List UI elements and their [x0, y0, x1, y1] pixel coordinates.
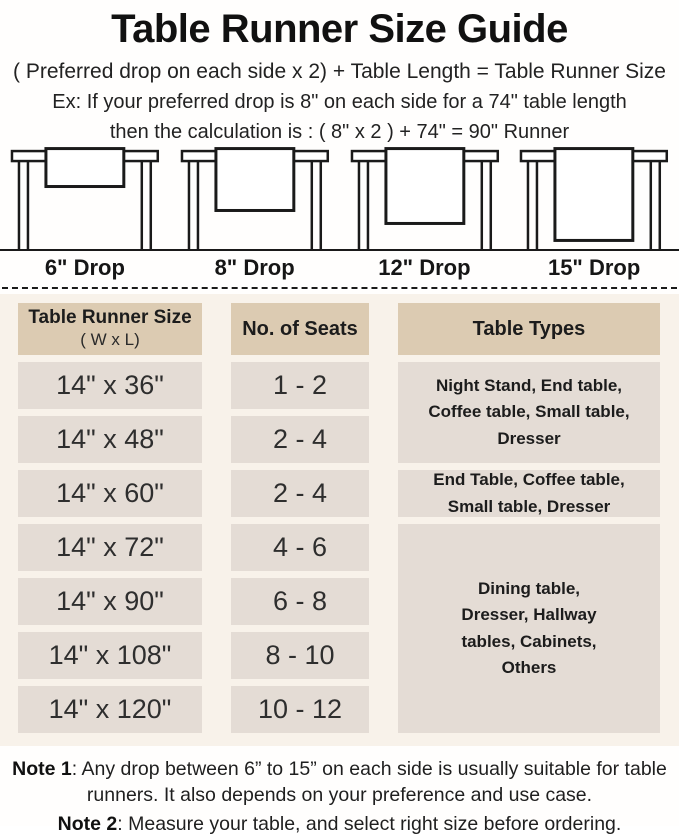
header-runner-size-title: Table Runner Size [28, 307, 192, 329]
header [0, 0, 679, 144]
note-1-text: : Any drop between 6” to 15” on each side is usually suitable for table runners. It also depends on your preference and use case. [71, 758, 667, 806]
notes-section [0, 746, 679, 838]
drop-label-6in: 6" Drop [44, 255, 125, 280]
example-line-1: Ex: If your preferred drop is 8" on each side for a 74" table length [52, 91, 627, 113]
seats-cell-row2: 2 - 4 [231, 416, 369, 463]
seats-cell-row5: 6 - 8 [231, 578, 369, 625]
size-cell-row7: 14" x 120" [18, 686, 202, 733]
table-runner-15in-drop-illustration [509, 147, 679, 251]
seats-cell-row6: 8 - 10 [231, 632, 369, 679]
header-cell-runner-size [18, 303, 202, 355]
size-cell-row4: 14" x 72" [18, 524, 202, 571]
seats-cell-row4: 4 - 6 [231, 524, 369, 571]
note-2-label: Note 2 [57, 813, 118, 836]
seats-cell-row7: 10 - 12 [231, 686, 369, 733]
table-runner-8in-drop-illustration [170, 147, 340, 251]
size-cell-row2: 14" x 48" [18, 416, 202, 463]
drop-label-15in: 15" Drop [547, 255, 641, 280]
size-cell-row6: 14" x 108" [18, 632, 202, 679]
example-line-2: then the calculation is : ( 8" x 2 ) + 74" = 90" Runner [109, 121, 570, 143]
note-2 [10, 812, 669, 838]
note-2-text: : Measure your table, and select right size before ordering. [117, 813, 622, 836]
size-cell-row5: 14" x 90" [18, 578, 202, 625]
page-title: Table Runner Size Guide [111, 7, 568, 51]
types-cell-group2: End Table, Coffee table, Small table, Dresser [398, 470, 660, 517]
table-runner-12in-drop-illustration [340, 147, 510, 251]
seats-cell-row3: 2 - 4 [231, 470, 369, 517]
size-table [18, 303, 661, 733]
types-cell-group1: Night Stand, End table, Coffee table, Small table, Dresser [398, 362, 660, 463]
note-1-label: Note 1 [12, 758, 72, 780]
header-cell-table-types: Table Types [398, 303, 660, 355]
size-table-band [0, 294, 679, 746]
drop-label-8in: 8" Drop [214, 255, 295, 280]
types-cell-group3: Dining table, Dresser, Hallway tables, Cabinets, Others [398, 524, 660, 733]
seats-cell-row1: 1 - 2 [231, 362, 369, 409]
header-cell-seats: No. of Seats [231, 303, 369, 355]
size-cell-row3: 14" x 60" [18, 470, 202, 517]
drop-illustrations [0, 147, 679, 251]
drop-label-12in: 12" Drop [378, 255, 471, 280]
drop-labels-row [0, 251, 679, 287]
formula-text: ( Preferred drop on each side x 2) + Table Length = Table Runner Size [13, 60, 666, 83]
note-1 [10, 757, 669, 808]
header-runner-size-subtitle: ( W x L) [80, 330, 140, 350]
dashed-divider [2, 287, 677, 289]
size-cell-row1: 14" x 36" [18, 362, 202, 409]
table-runner-6in-drop-illustration [0, 147, 170, 251]
